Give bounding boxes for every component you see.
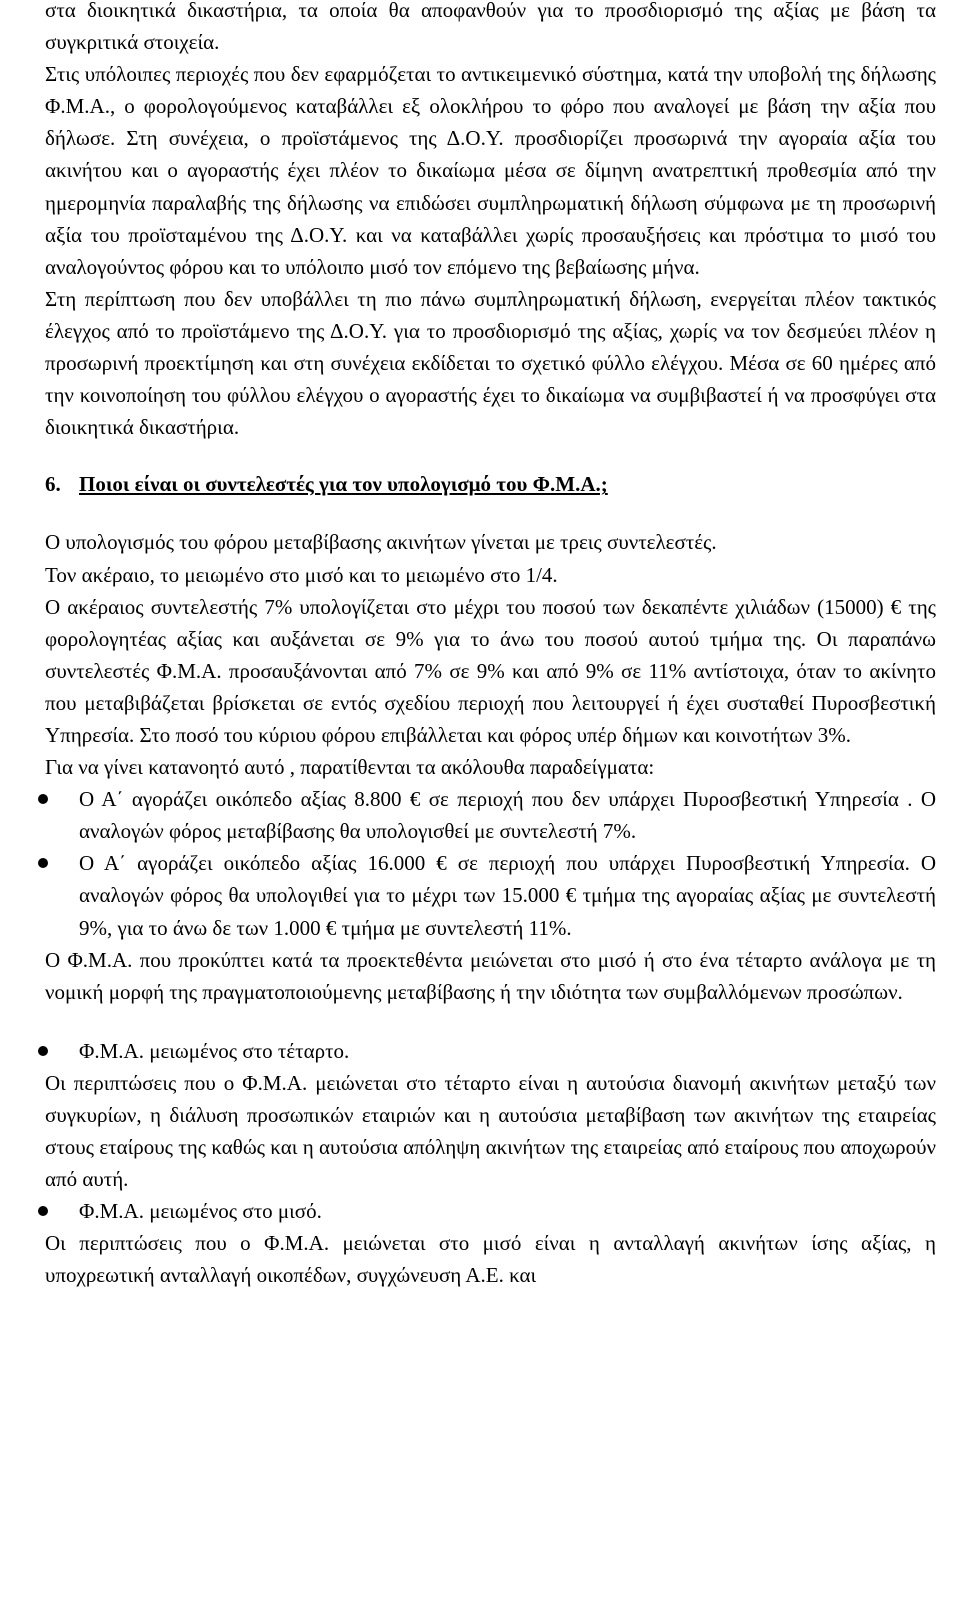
- paragraph-full-rate: Ο ακέραιος συντελεστής 7% υπολογίζεται στο μέχρι του ποσού των δεκαπέντε χιλιάδων (15000) € της φορολογητέας αξίας και αυξάνεται σε 9% για το άνω του ποσού αυτού τμήμα της. Οι παραπάνω συντελεστές Φ.Μ.Α. προσαυξάνονται από 7% σε 9% και από 9% σε 11% αντίστοιχα, όταν το ακίνητο που μεταβιβάζεται βρίσκεται σε εντός σχεδίου περιοχή που λειτουργεί ή έχει συσταθεί Πυροσβεστική Υπηρεσία. Στο ποσό του κύριου φόρου επιβάλλεται και φόρος υπέρ δήμων και κοινοτήτων 3%.: [45, 594, 936, 747]
- section-title: Ποιοι είναι οι συντελεστές για τον υπολογισμό του Φ.Μ.Α.;: [79, 472, 608, 497]
- section-heading: [45, 468, 936, 500]
- spacer: [45, 1008, 936, 1035]
- half-list: [45, 1195, 936, 1227]
- paragraph-no-supplementary-declaration: Στη περίπτωση που δεν υποβάλλει τη πιο πάνω συμπληρωματική δήλωση, ενεργείται πλέον τακτικός έλεγχος από το προϊστάμενο της Δ.Ο.Υ. για το προσδιορισμό της αξίας, χωρίς να τον δεσμεύει πλέον η προσωρινή προεκτίμηση και στη συνέχεια εκδίδεται το σχετικό φύλλο ελέγχου. Μέσα σε 60 ημέρες από την κοινοποίηση του φύλλου ελέγχου ο αγοραστής έχει το δικαίωμα να συμβιβαστεί ή να προσφύγει στα διοικητικά δικαστήρια.: [45, 286, 936, 440]
- paragraph-half-cases: Οι περιπτώσεις που ο Φ.Μ.Α. μειώνεται στο μισό είναι η ανταλλαγή ακινήτων ίσης αξίας, η υποχρεωτική ανταλλαγή οικοπέδων, συγχώνευση Α.Ε. και: [45, 1231, 936, 1288]
- continued-paragraph: στα διοικητικά δικαστήρια, τα οποία θα αποφανθούν για το προσδιορισμό της αξίας με βάση τα συγκριτικά στοιχεία.: [45, 0, 936, 55]
- quarter-list: [45, 1035, 936, 1067]
- example-item-1: Ο Α΄ αγοράζει οικόπεδο αξίας 8.800 € σε περιοχή που δεν υπάρχει Πυροσβεστική Υπηρεσία . Ο αναλογών φόρος μεταβίβασης θα υπολογισθεί με συντελεστή 7%.: [45, 783, 936, 847]
- example-item-2: Ο Α΄ αγοράζει οικόπεδο αξίας 16.000 € σε περιοχή που υπάρχει Πυροσβεστική Υπηρεσία. Ο αναλογών φόρος θα υπολογιθεί για το μέχρι των 15.000 € τμήμα της αγοραίας αξίας με συντελεστή 9%, για το άνω δε των 1.000 € τμήμα με συντελεστή 11%.: [45, 847, 936, 943]
- section-number: 6.: [45, 472, 61, 497]
- bullet-quarter-reduction: Φ.Μ.Α. μειωμένος στο τέταρτο.: [45, 1035, 936, 1067]
- paragraph-remaining-areas: Στις υπόλοιπες περιοχές που δεν εφαρμόζεται το αντικειμενικό σύστημα, κατά την υποβολή της δήλωσης Φ.Μ.Α., ο φορολογούμενος καταβάλλει εξ ολοκλήρου το φόρο που αναλογεί με βάση την αξία που δήλωσε. Στη συνέχεια, ο προϊστάμενος της Δ.Ο.Υ. προσδιορίζει προσωρινά την αγοραία αξία του ακινήτου και ο αγοραστής έχει πλέον το δικαίωμα μέσα σε δίμηνη ανατρεπτική προθεσμία από την ημερομηνία παραλαβής της δήλωσης να επιδώσει συμπληρωματική δήλωση σύμφωνα με τη προσωρινή αξία του προϊσταμένου της Δ.Ο.Υ. και να καταβάλλει χωρίς προσαυξήσεις και πρόστιμα το μισό του αναλογούντος φόρου και το υπόλοιπο μισό τον επόμενο της βεβαίωσης μήνα.: [45, 62, 936, 279]
- bullet-half-reduction: Φ.Μ.Α. μειωμένος στο μισό.: [45, 1195, 936, 1227]
- paragraph-reduction: Ο Φ.Μ.Α. που προκύπτει κατά τα προεκτεθέντα μειώνεται στο μισό ή στο ένα τέταρτο ανάλογα με τη νομική μορφή της πραγματοποιούμενης μεταβίβασης ή την ιδιότητα των συμβαλλόμενων προσώπων.: [45, 947, 936, 1004]
- paragraph-quarter-cases: Οι περιπτώσεις που ο Φ.Μ.Α. μειώνεται στο τέταρτο είναι η αυτούσια διανομή ακινήτων μεταξύ των συγκυρίων, η διάλυση προσωπικών εταιριών και η αυτούσια μεταβίβαση των ακινήτων της εταιρείας στους εταίρους της καθώς και η αυτούσια απόληψη ακινήτων της εταιρείας από εταίρους που αποχωρούν από αυτή.: [45, 1070, 936, 1192]
- intro-line-2: Τον ακέραιο, το μειωμένο στο μισό και το μειωμένο στο 1/4.: [45, 562, 558, 587]
- examples-intro: Για να γίνει κατανοητό αυτό , παρατίθενται τα ακόλουθα παραδείγματα:: [45, 755, 655, 780]
- intro-line-1: Ο υπολογισμός του φόρου μεταβίβασης ακινήτων γίνεται με τρεις συντελεστές.: [45, 530, 717, 555]
- examples-list: [45, 783, 936, 943]
